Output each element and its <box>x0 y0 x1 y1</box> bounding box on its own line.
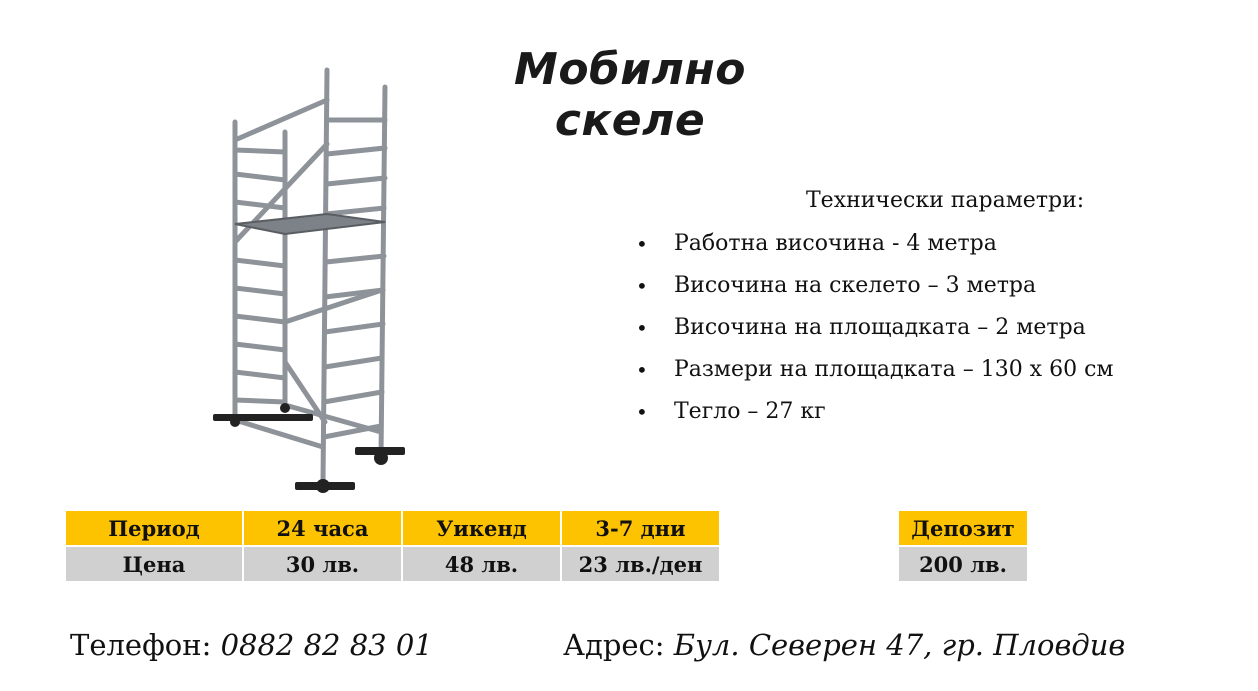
bullet-icon: • <box>636 358 648 382</box>
list-item: • Работна височина - 4 метра <box>636 228 1114 270</box>
bullet-icon: • <box>636 274 648 298</box>
list-item: • Височина на площадката – 2 метра <box>636 312 1114 354</box>
table-row <box>899 511 1027 545</box>
deposit-table <box>897 509 1029 583</box>
list-item: • Размери на площадката – 130 х 60 см <box>636 354 1114 396</box>
mobile-scaffold-illustration <box>205 62 415 502</box>
table-row <box>66 547 719 581</box>
table-row <box>66 511 719 545</box>
price-table <box>64 509 721 583</box>
address-text: Бул. Северен 47, гр. Пловдив <box>673 628 1126 662</box>
specs-list <box>636 228 1114 438</box>
specs-heading: Технически параметри: <box>806 188 1085 213</box>
bullet-icon: • <box>636 400 648 424</box>
page-title: Мобилно скеле <box>514 44 746 146</box>
table-cell: 30 лв. <box>244 547 401 581</box>
phone-number[interactable]: 0882 82 83 01 <box>220 628 433 662</box>
table-cell: Цена <box>66 547 242 581</box>
bullet-icon: • <box>636 316 648 340</box>
table-header-cell: 3-7 дни <box>562 511 719 545</box>
list-item: • Височина на скелето – 3 метра <box>636 270 1114 312</box>
phone-contact <box>70 628 433 662</box>
deposit-label: Депозит <box>899 511 1027 545</box>
address-label: Адрес: <box>563 628 665 662</box>
table-row <box>899 547 1027 581</box>
table-cell: 23 лв./ден <box>562 547 719 581</box>
address-contact <box>563 628 1125 662</box>
table-header-cell: Уикенд <box>403 511 560 545</box>
bullet-icon: • <box>636 232 648 256</box>
deposit-value: 200 лв. <box>899 547 1027 581</box>
table-header-cell: 24 часа <box>244 511 401 545</box>
phone-label: Телефон: <box>70 628 212 662</box>
table-header-cell: Период <box>66 511 242 545</box>
list-item: • Тегло – 27 кг <box>636 396 1114 438</box>
table-cell: 48 лв. <box>403 547 560 581</box>
